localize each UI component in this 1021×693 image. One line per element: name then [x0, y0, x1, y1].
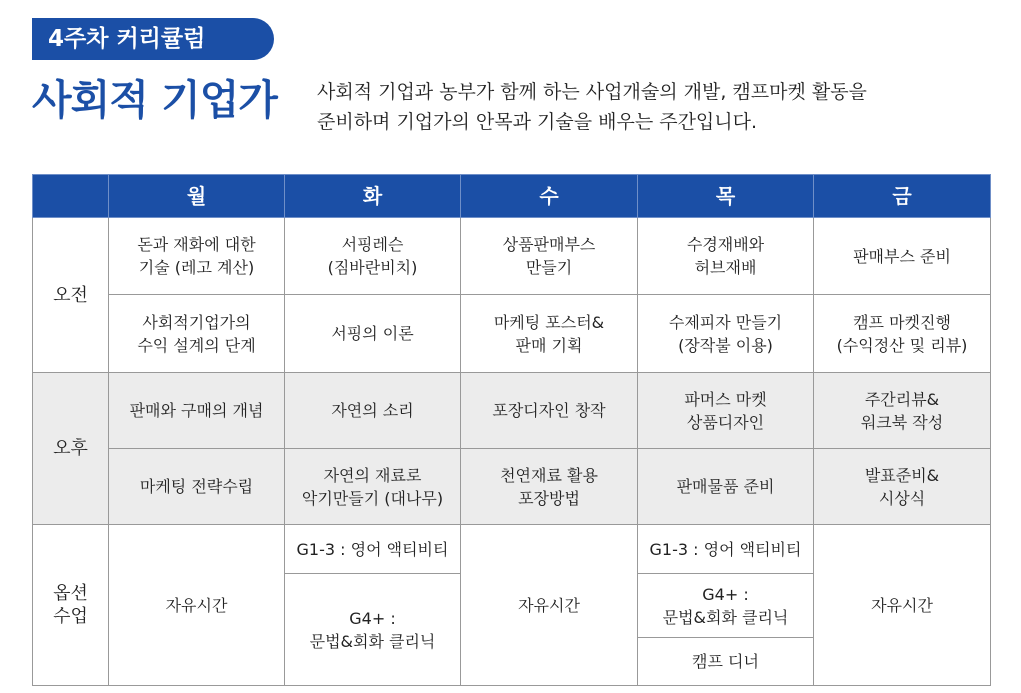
page-title: 사회적 기업가: [32, 76, 277, 124]
table-cell: 천연재료 활용 포장방법: [461, 449, 638, 525]
slot-label-option: 옵션 수업: [33, 525, 109, 686]
table-cell: 자유시간: [461, 525, 638, 686]
corner-cell: [33, 175, 109, 218]
table-cell: 판매부스 준비: [814, 218, 991, 295]
slot-label-am: 오전: [33, 218, 109, 373]
table-cell: 수제피자 만들기 (장작불 이용): [638, 295, 814, 373]
day-header-thu: 목: [638, 175, 814, 218]
table-cell: 판매와 구매의 개념: [109, 373, 285, 449]
table-cell: 포장디자인 창작: [461, 373, 638, 449]
table-cell: G4+ : 문법&회화 클리닉: [285, 574, 461, 686]
description-line-2: 준비하며 기업가의 안목과 기술을 배우는 주간입니다.: [317, 111, 758, 133]
table-row: [33, 295, 991, 373]
table-row: [33, 218, 991, 295]
day-header-tue: 화: [285, 175, 461, 218]
table-cell: 판매물품 준비: [638, 449, 814, 525]
table-cell: 서핑레슨 (짐바란비치): [285, 218, 461, 295]
table-cell: 서핑의 이론: [285, 295, 461, 373]
table-cell: G1-3 : 영어 액티비티: [638, 525, 814, 574]
header-row: [33, 175, 991, 218]
table-cell: 파머스 마켓 상품디자인: [638, 373, 814, 449]
table-cell: 돈과 재화에 대한 기술 (레고 계산): [109, 218, 285, 295]
description-line-1: 사회적 기업과 농부가 함께 하는 사업개술의 개발, 캠프마켓 활동을: [317, 81, 867, 103]
slot-label-pm: 오후: [33, 373, 109, 525]
table-cell: G1-3 : 영어 액티비티: [285, 525, 461, 574]
table-cell: 마케팅 포스터& 판매 기획: [461, 295, 638, 373]
table-cell: 마케팅 전략수립: [109, 449, 285, 525]
table-cell: 발표준비& 시상식: [814, 449, 991, 525]
table-cell: 주간리뷰& 워크북 작성: [814, 373, 991, 449]
table-cell: 캠프 디너: [638, 638, 814, 686]
day-header-wed: 수: [461, 175, 638, 218]
table-cell: 자유시간: [814, 525, 991, 686]
table-cell: 사회적기업가의 수익 설계의 단계: [109, 295, 285, 373]
table-cell: 자연의 소리: [285, 373, 461, 449]
table-cell: 캠프 마켓진행 (수익정산 및 리뷰): [814, 295, 991, 373]
day-header-mon: 월: [109, 175, 285, 218]
table-row: [33, 449, 991, 525]
week-badge: 4주차 커리큘럼: [32, 18, 274, 60]
table-row: [33, 373, 991, 449]
table-row: [33, 525, 991, 574]
schedule-table: [32, 174, 991, 686]
table-cell: 수경재배와 허브재배: [638, 218, 814, 295]
table-cell: 자연의 재료로 악기만들기 (대나무): [285, 449, 461, 525]
table-cell: 자유시간: [109, 525, 285, 686]
table-cell: 상품판매부스 만들기: [461, 218, 638, 295]
description: [317, 77, 1007, 137]
day-header-fri: 금: [814, 175, 991, 218]
table-cell: G4+ : 문법&회화 클리닉: [638, 574, 814, 638]
